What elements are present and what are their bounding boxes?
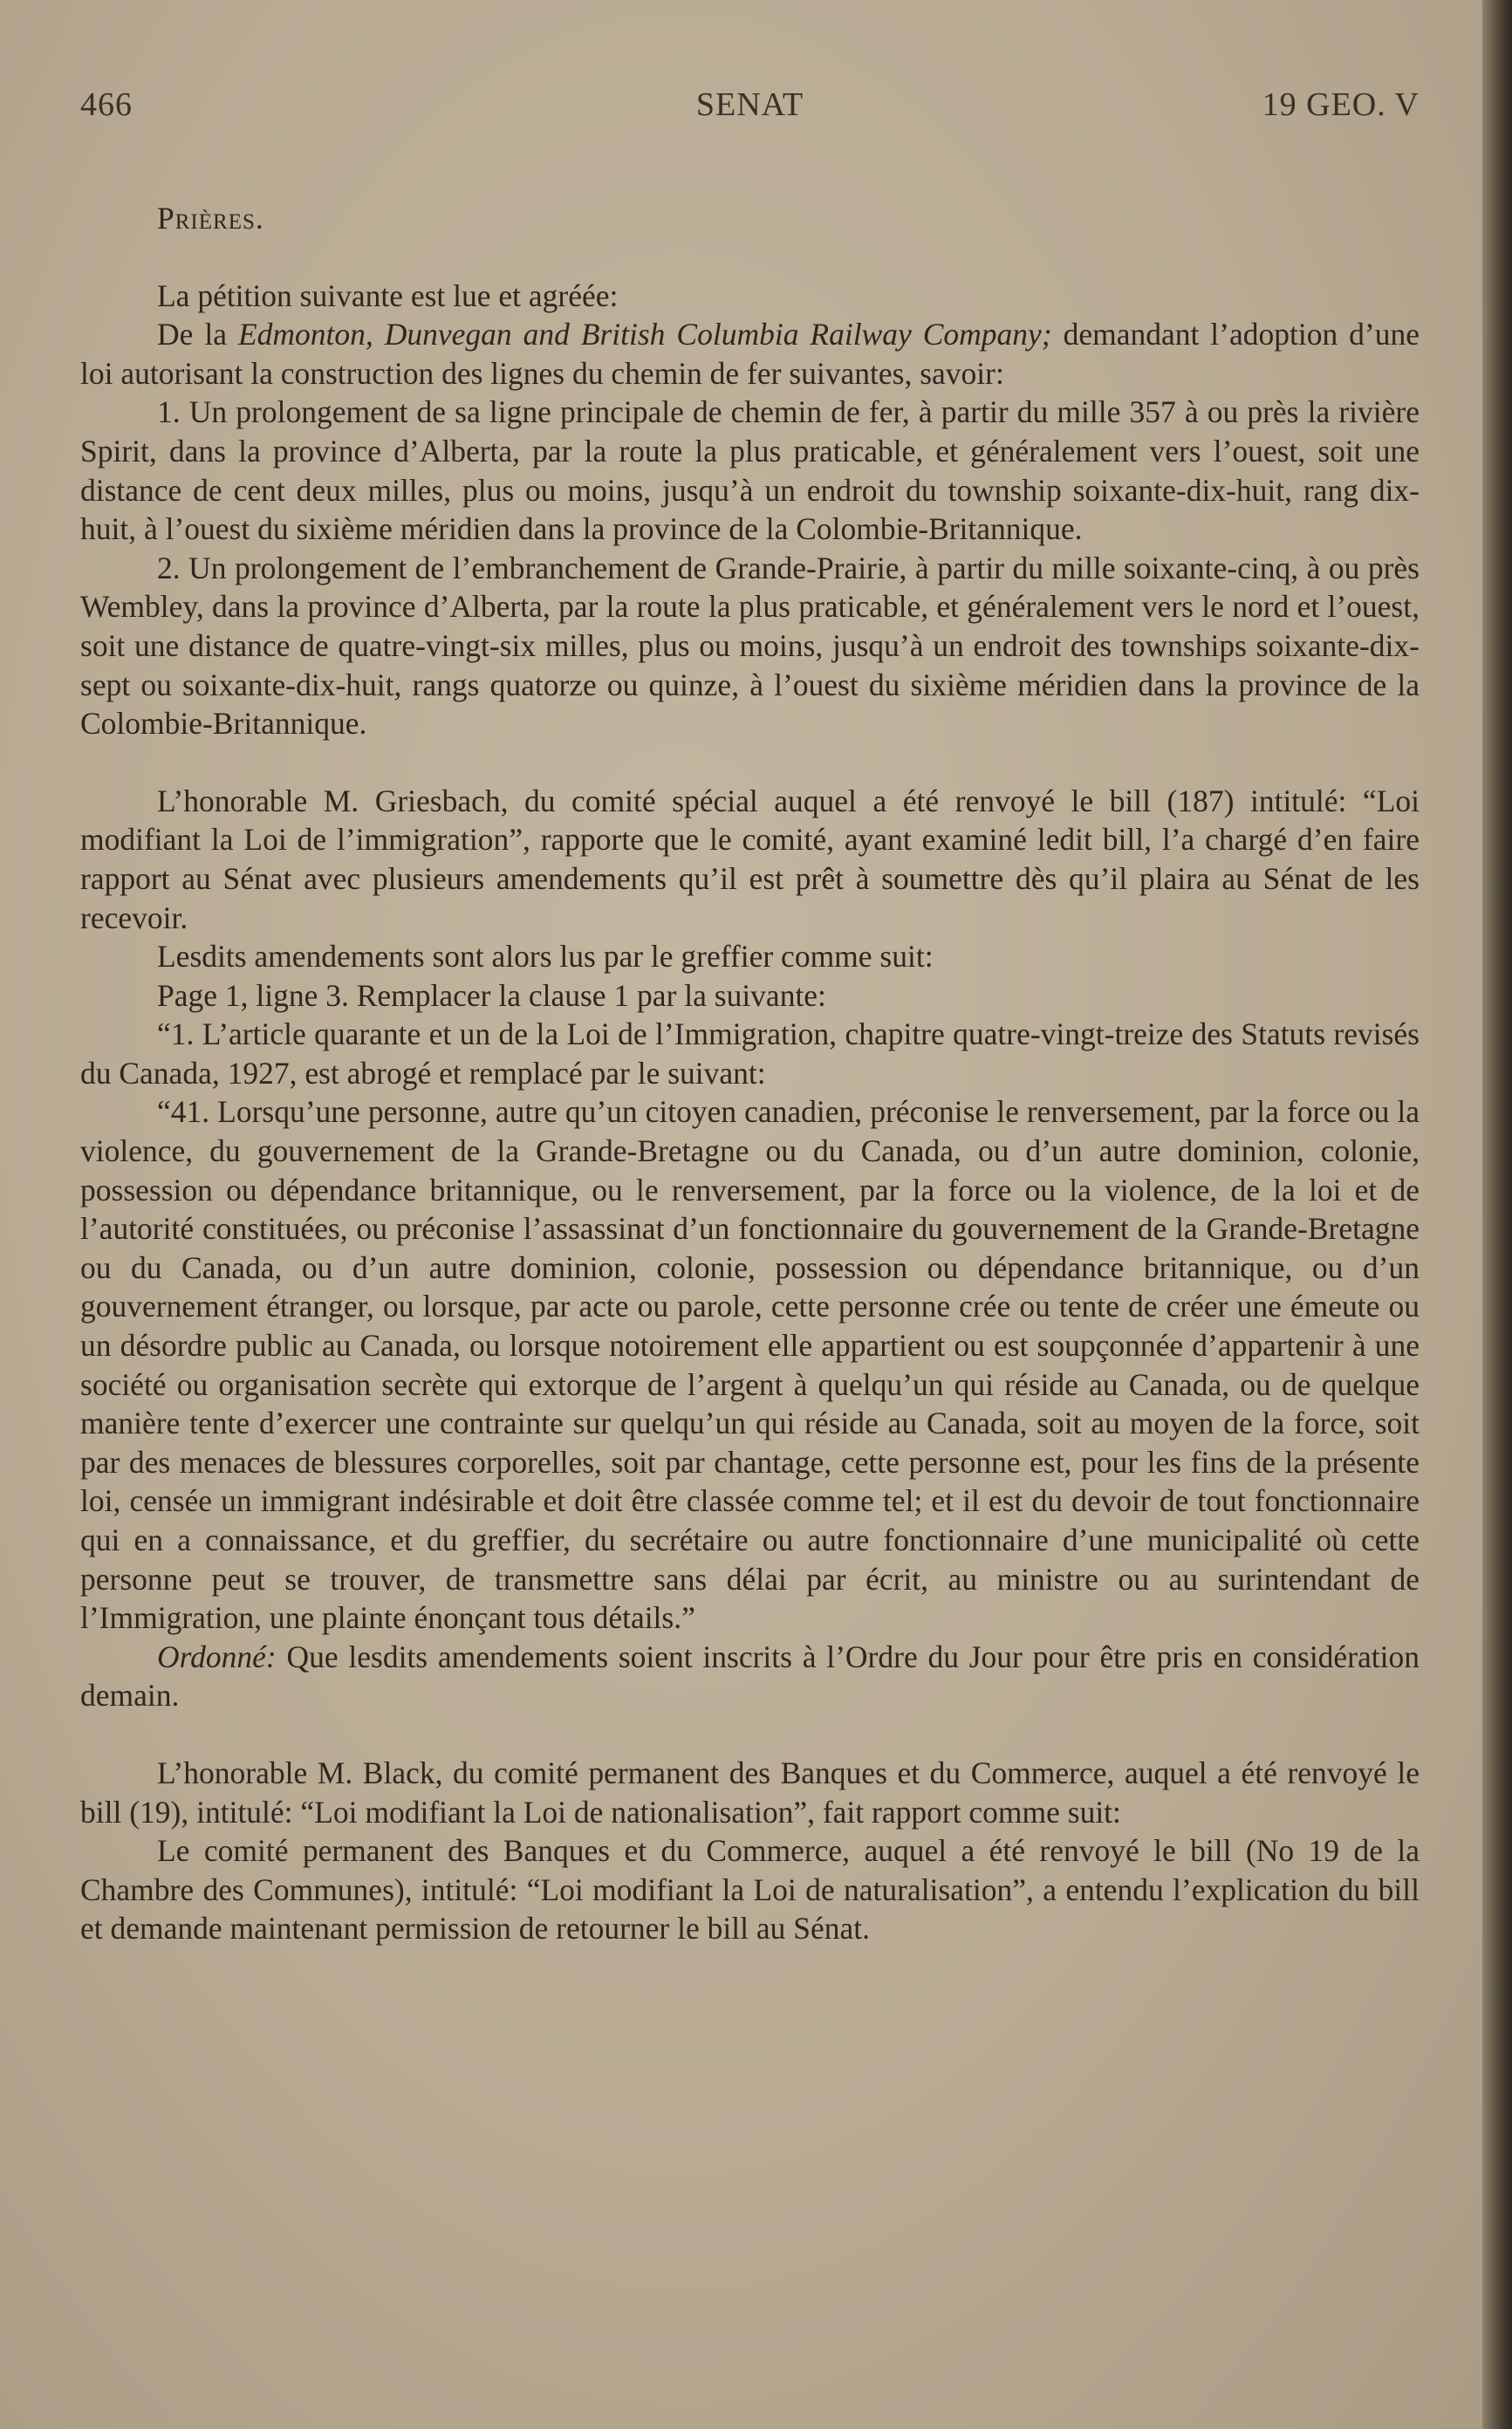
petition-paragraph — [80, 315, 1420, 393]
book-spine-shadow — [1482, 0, 1512, 2429]
ordered-paragraph — [80, 1638, 1420, 1715]
griesbach-report: L’honorable M. Griesbach, du comité spécial auquel a été renvoyé le bill (187) intitulé: “Loi modifiant la Loi de l’immigration”, rapporte que le comité, ayant examiné ledit bill, l’a chargé d’en faire rapport au Sénat avec plusieurs amendements qu’il est prêt à soumettre dès qu’il plaira au Sénat de les recevoir. — [80, 783, 1420, 935]
petition-request: demandant l’adoption d’une loi autorisant la construction des lignes du chemin de fer suivantes, savoir: — [80, 317, 1420, 391]
prieres-heading: Prières. — [157, 201, 264, 236]
regnal-year: 19 GEO. V — [1262, 86, 1420, 123]
page-number: 466 — [80, 86, 133, 123]
page-body — [80, 199, 1420, 1948]
ordered-label: Ordonné: — [157, 1639, 277, 1674]
company-name: Edmonton, Dunvegan and British Columbia Railway Company; — [237, 317, 1052, 352]
ordered-text: Que lesdits amendements soient inscrits à l’Ordre du Jour pour être pris en considération demain. — [80, 1639, 1420, 1714]
black-report: L’honorable M. Black, du comité permanent des Banques et du Commerce, auquel a été renvoyé le bill (19), intitulé: “Loi modifiant la Loi de nationalisation”, fait rapport comme suit: — [80, 1755, 1420, 1830]
petition-item-2: 2. Un prolongement de l’embranchement de Grande-Prairie, à partir du mille soixante-cinq, à ou près Wembley, dans la province d’Alberta, par la route la plus praticable, et généralement vers le nord et l’ouest, soit une distance de quatre-vingt-six milles, plus ou moins, jusqu’à un endroit des townships soixante-dix-sept ou soixante-dix-huit, rangs quatorze ou quinze, à l’ouest du sixième méridien dans la province de la Colombie-Britannique. — [80, 550, 1420, 742]
petition-item-1: 1. Un prolongement de sa ligne principale de chemin de fer, à partir du mille 357 à ou près la rivière Spirit, dans la province d’Alberta, par la route la plus praticable, et généralement vers l’ouest, soit une distance de cent deux milles, plus ou moins, jusqu’à un endroit du township soixante-dix-huit, rang dix-huit, à l’ouest du sixième méridien dans la province de la Colombie-Britannique. — [80, 394, 1420, 547]
article-replacement: “1. L’article quarante et un de la Loi de l’Immigration, chapitre quatre-vingt-treize des Statuts revisés du Canada, 1927, est abrogé et remplacé par le suivant: — [80, 1016, 1420, 1091]
petition-intro: La pétition suivante est lue et agréée: — [157, 277, 619, 313]
petition-lead: De la — [157, 317, 238, 352]
committee-report: Le comité permanent des Banques et du Commerce, auquel a été renvoyé le bill (No 19 de la Chambre des Communes), intitulé: “Loi modifiant la Loi de naturalisation”, a entendu l’explication du bill et demande maintenant permission de retourner le bill au Sénat. — [80, 1833, 1420, 1947]
section-41-text: “41. Lorsqu’une personne, autre qu’un citoyen canadien, préconise le renversement, par la force ou la violence, du gouvernement de la Grande-Bretagne ou du Canada, ou d’un autre dominion, colonie, possession ou dépendance britannique, ou le renversement, par la force ou la violence, de la loi et de l’autorité constituées, ou préconise l’assassinat d’un fonctionnaire du gouvernement de la Grande-Bretagne ou du Canada, ou d’un autre dominion, colonie, possession ou dépendance britannique, ou d’un gouvernement étranger, ou lorsque, par acte ou parole, cette personne crée ou tente de créer une émeute ou un désordre public au Canada, ou lorsque notoirement elle appartient ou est soupçonnée d’appartenir à une société ou organisation secrète qui extorque de l’argent à quelqu’un qui réside au Canada, ou de quelque manière tente d’exercer une contrainte sur quelqu’un qui réside au Canada, soit au moyen de la force, soit par des menaces de blessures corporelles, soit par chantage, cette personne est, pour les fins de la présente loi, censée un immigrant indésirable et doit être classée comme tel; et il est du devoir de tout fonctionnaire qui en a connaissance, et du greffier, du secrétaire ou autre fonctionnaire d’une municipalité où cette personne peut se trouver, de transmettre sans délai par écrit, au ministre ou au surintendant de l’Immigration, une plainte énonçant tous détails.” — [80, 1094, 1420, 1636]
amendments-read: Lesdits amendements sont alors lus par le greffier comme suit: — [157, 939, 934, 975]
running-header — [80, 86, 1420, 129]
page-line-instruction: Page 1, ligne 3. Remplacer la clause 1 par la suivante: — [157, 977, 826, 1013]
header-title: SENAT — [695, 86, 804, 123]
